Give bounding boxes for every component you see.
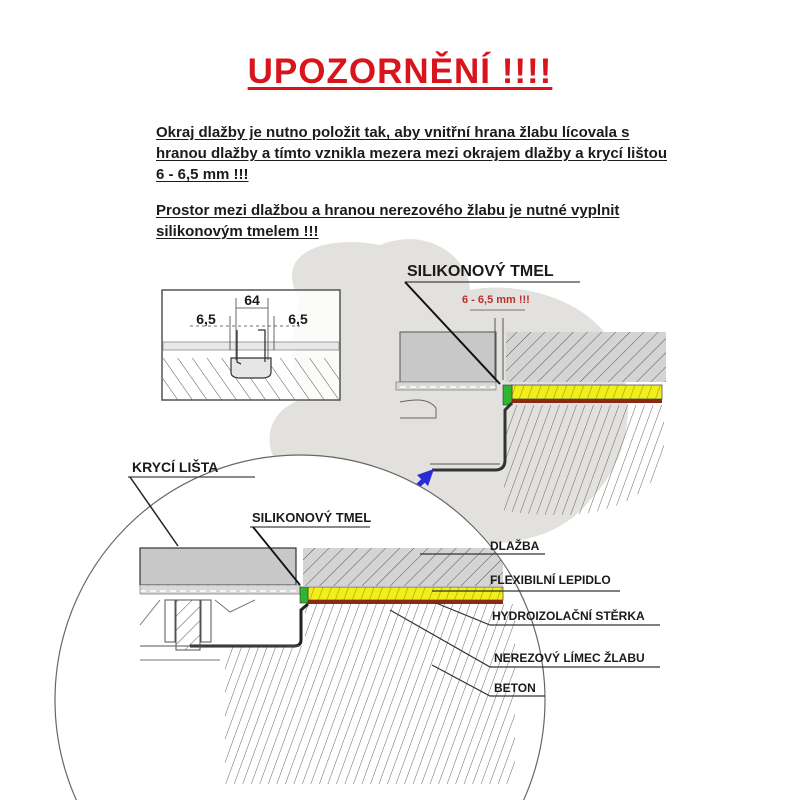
cover-strip-label: KRYCÍ LIŠTA	[132, 459, 219, 475]
warning-title-text: UPOZORNĚNÍ !!!!	[247, 52, 553, 91]
layer-label-drain-flange: NEREZOVÝ LÍMEC ŽLABU	[494, 651, 645, 665]
layer-label-adhesive: FLEXIBILNÍ LEPIDLO	[490, 573, 611, 587]
instruction-note-1: Okraj dlažby je nutno položit tak, aby vnitřní hrana žlabu lícovala s hranou dlažby a tímto vznikla mezera mezi okrajem dlažby a krycí lištou 6 - 6,5 mm !!!	[156, 124, 668, 183]
dim-left-label: 6,5	[196, 311, 216, 327]
small-cross-section	[162, 290, 340, 400]
layer-label-tile: DLAŽBA	[490, 539, 540, 553]
dim-center-label: 64	[244, 292, 260, 308]
gap-dimension-label: 6 - 6,5 mm !!!	[462, 294, 530, 306]
instruction-note-2: Prostor mezi dlažbou a hranou nerezového žlabu je nutné vyplnit silikonovým tmelem !!!	[156, 202, 620, 240]
detail-sealant-label: SILIKONOVÝ TMEL	[407, 263, 554, 280]
layer-label-concrete: BETON	[494, 681, 536, 695]
layer-label-waterproofing: HYDROIZOLAČNÍ STĚRKA	[492, 609, 645, 623]
magnified-sealant-label: SILIKONOVÝ TMEL	[252, 510, 372, 525]
dim-right-label: 6,5	[288, 311, 308, 327]
